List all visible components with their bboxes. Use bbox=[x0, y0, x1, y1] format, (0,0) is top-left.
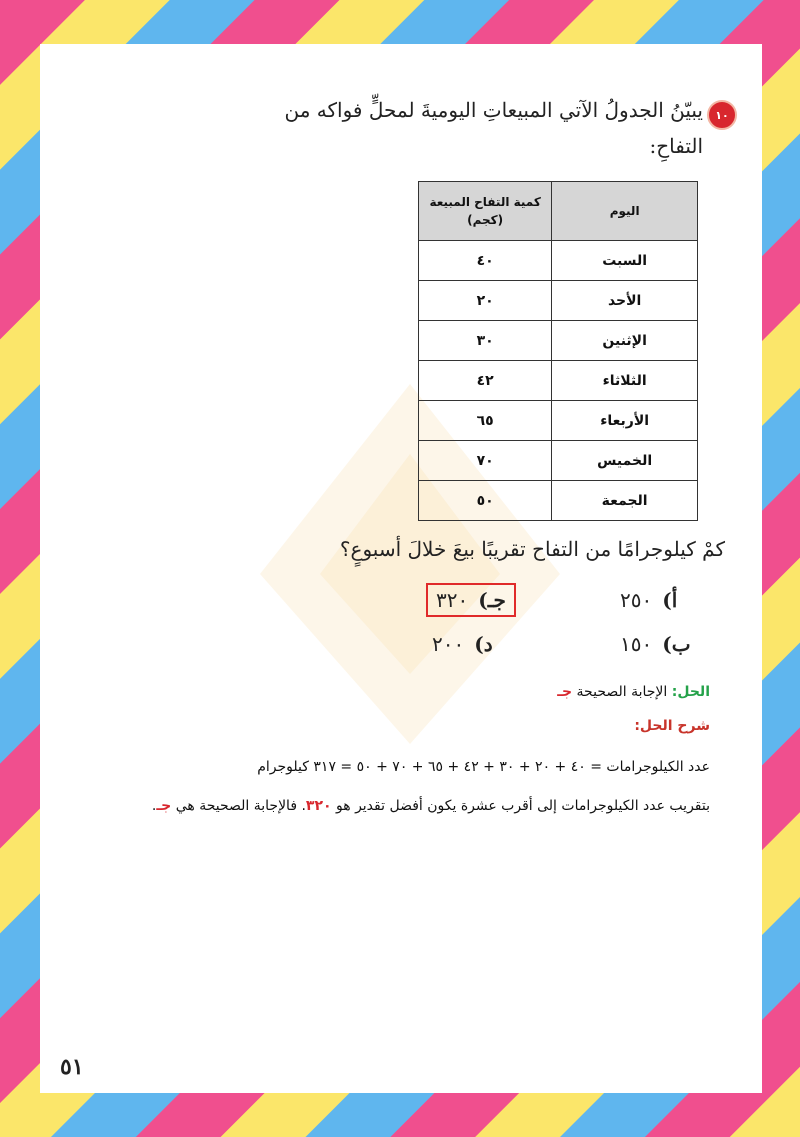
option-b[interactable] bbox=[620, 632, 691, 656]
option-label: جـ) bbox=[478, 588, 506, 612]
solution-text: الإجابة الصحيحة bbox=[576, 684, 668, 700]
rounding-value: ٣٢٠ bbox=[305, 798, 332, 814]
calculation-line: عدد الكيلوجرامات = ٤٠ + ٢٠ + ٣٠ + ٤٢ + ٦٥ + ٧٠ + ٥٠ = ٣١٧ كيلوجرام bbox=[257, 759, 710, 775]
table-header-row bbox=[419, 182, 698, 241]
question-number-badge: ١٠ bbox=[707, 100, 737, 130]
header-day: اليوم bbox=[552, 182, 698, 241]
day-cell: الجمعة bbox=[552, 481, 698, 521]
option-c-highlighted[interactable] bbox=[426, 583, 516, 617]
rounding-text: بتقريب عدد الكيلوجرامات إلى أقرب عشرة يكون أفضل تقدير هو bbox=[336, 798, 710, 814]
table-row bbox=[419, 281, 698, 321]
table-row bbox=[419, 241, 698, 281]
rounding-end: . bbox=[151, 798, 157, 814]
quantity-cell: ٢٠ bbox=[419, 281, 552, 321]
table-row bbox=[419, 321, 698, 361]
option-value: ٢٥٠ bbox=[620, 588, 653, 612]
page-sheet bbox=[40, 44, 762, 1093]
sales-table bbox=[418, 181, 698, 521]
option-label: ب) bbox=[662, 632, 691, 656]
explanation-title: شرح الحل: bbox=[634, 718, 710, 734]
rounding-line bbox=[152, 798, 710, 814]
solution-answer: جـ bbox=[557, 684, 573, 700]
quantity-cell: ٤٢ bbox=[419, 361, 552, 401]
day-cell: الإثنين bbox=[552, 321, 698, 361]
quantity-cell: ٤٠ bbox=[419, 241, 552, 281]
solution-label: الحل: bbox=[671, 684, 710, 700]
option-label: د) bbox=[474, 632, 493, 656]
quantity-cell: ٧٠ bbox=[419, 441, 552, 481]
option-d[interactable] bbox=[432, 632, 493, 656]
table-row bbox=[419, 441, 698, 481]
day-cell: الثلاثاء bbox=[552, 361, 698, 401]
table-row bbox=[419, 361, 698, 401]
day-cell: السبت bbox=[552, 241, 698, 281]
header-quantity: كمية التفاح المبيعة (كجم) bbox=[419, 182, 552, 241]
day-cell: الأربعاء bbox=[552, 401, 698, 441]
table-row bbox=[419, 481, 698, 521]
solution-line bbox=[557, 684, 710, 700]
day-cell: الأحد bbox=[552, 281, 698, 321]
question-text: يبيّنُ الجدولُ الآتي المبيعاتِ اليوميةَ لمحلٍّ فواكه من التفاحِ: bbox=[284, 98, 703, 158]
quantity-cell: ٣٠ bbox=[419, 321, 552, 361]
page-number: ٥١ bbox=[60, 1054, 84, 1080]
table-row bbox=[419, 401, 698, 441]
option-value: ٢٠٠ bbox=[432, 632, 465, 656]
question-prompt: كمْ كيلوجرامًا من التفاح تقريبًا بيعَ خلالَ أسبوعٍ؟ bbox=[339, 537, 725, 561]
option-value: ٣٢٠ bbox=[436, 588, 469, 612]
option-a[interactable] bbox=[620, 588, 677, 612]
option-value: ١٥٠ bbox=[620, 632, 653, 656]
rounding-answer: جـ bbox=[156, 798, 172, 814]
option-label: أ) bbox=[662, 588, 678, 612]
day-cell: الخميس bbox=[552, 441, 698, 481]
quantity-cell: ٦٥ bbox=[419, 401, 552, 441]
quantity-cell: ٥٠ bbox=[419, 481, 552, 521]
rounding-mid: . فالإجابة الصحيحة هي bbox=[175, 798, 306, 814]
